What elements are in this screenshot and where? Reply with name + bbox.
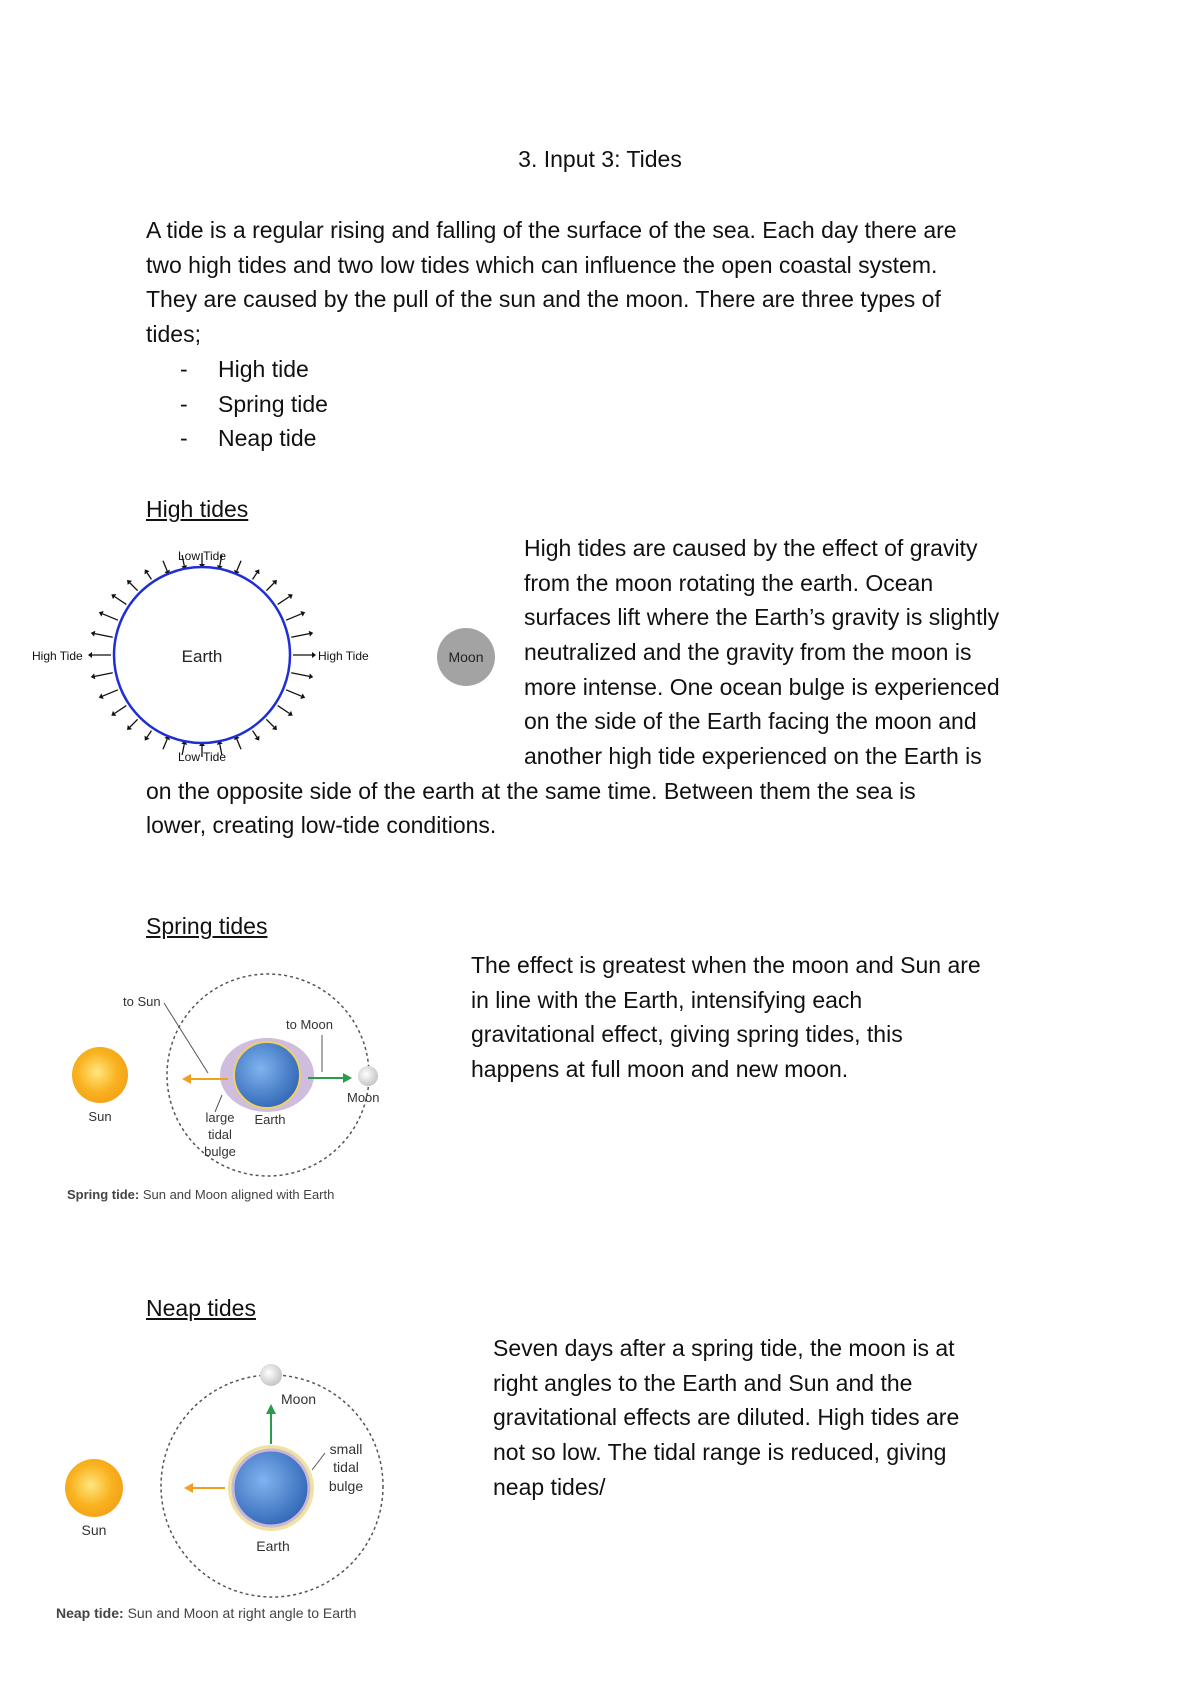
sun-icon (65, 1459, 123, 1517)
tide-arrow-head (309, 673, 314, 679)
tide-arrow-head (312, 652, 316, 658)
to-sun-leader (164, 1003, 208, 1073)
high-line-8: on the opposite side of the earth at the same time. Between them the sea is (146, 778, 916, 804)
neap-line-2: right angles to the Earth and Sun and the (493, 1370, 913, 1396)
moon-label: Moon (448, 649, 484, 665)
high-tides-heading: High tides (146, 496, 249, 522)
bulge-label-3: bulge (204, 1144, 236, 1159)
tide-arrow-head (88, 652, 92, 658)
high-line-2: from the moon rotating the earth. Ocean (524, 570, 934, 596)
tide-arrow-head (91, 631, 96, 637)
spring-tides-heading: Spring tides (146, 913, 268, 939)
tide-arrow-shaft (291, 634, 309, 638)
tide-arrow-shaft (291, 673, 309, 677)
tide-arrow-shaft (237, 739, 241, 749)
tide-arrow-shaft (115, 597, 127, 605)
neap-line-3: gravitational effects are diluted. High tides are (493, 1404, 960, 1430)
intro-line-3: They are caused by the pull of the sun and the moon. There are three types of (146, 286, 941, 312)
bulge-label-1: small (329, 1441, 363, 1457)
tide-arrow-shaft (163, 739, 167, 749)
neap-tides-heading: Neap tides (146, 1295, 256, 1321)
tide-arrow-shaft (95, 673, 113, 677)
arrow-to-sun (184, 1483, 193, 1493)
low-tide-top-label: Low Tide (177, 549, 227, 563)
moon-icon (358, 1066, 378, 1086)
bulge-label-1: large (205, 1110, 235, 1125)
tide-arrow-shaft (253, 573, 257, 580)
high-line-6: on the side of the Earth facing the moon and (524, 708, 977, 734)
tide-arrow-shaft (147, 731, 151, 738)
tide-arrow-shaft (266, 719, 274, 727)
sun-label: Sun (81, 1522, 107, 1538)
neap-line-5: neap tides/ (493, 1474, 606, 1500)
tide-arrow-shaft (286, 690, 301, 696)
spring-tide-diagram (60, 968, 390, 1208)
page-title: 3. Input 3: Tides (518, 146, 682, 172)
tide-arrow-shaft (237, 561, 241, 571)
high-tide-right-label: High Tide (318, 649, 369, 663)
bulge-label-2: tidal (208, 1127, 232, 1142)
neap-tide-diagram (50, 1358, 410, 1628)
tide-arrow-shaft (130, 583, 138, 591)
tide-arrow-shaft (103, 690, 118, 696)
high-line-9: lower, creating low-tide conditions. (146, 812, 497, 838)
earth-icon (233, 1450, 309, 1526)
tide-arrow-shaft (103, 614, 118, 620)
intro-line-4: tides; (146, 321, 201, 347)
bulge-label-3: bulge (328, 1478, 364, 1494)
high-tide-diagram (28, 548, 508, 773)
earth-label: Earth (254, 1112, 286, 1127)
sun-icon (72, 1047, 128, 1103)
tide-arrow-shaft (115, 706, 127, 714)
tide-arrow-shaft (286, 614, 301, 620)
tide-arrow-shaft (278, 706, 290, 714)
arrow-to-sun (182, 1074, 191, 1084)
tide-arrow-shaft (266, 583, 274, 591)
arrow-to-moon (266, 1404, 276, 1414)
high-line-4: neutralized and the gravity from the moon is (524, 639, 972, 665)
earth-label: Earth (181, 647, 223, 666)
list-item: - Spring tide (180, 390, 328, 417)
neap-caption: Neap tide: Sun and Moon at right angle to Earth (56, 1605, 357, 1621)
tide-types-list (180, 352, 328, 456)
list-item: - Neap tide (180, 425, 317, 451)
neap-line-4: not so low. The tidal range is reduced, giving (493, 1439, 947, 1465)
earth-icon (234, 1042, 300, 1108)
spring-caption: Spring tide: Sun and Moon aligned with Earth (67, 1187, 335, 1202)
high-line-1: High tides are caused by the effect of gravity (524, 535, 978, 561)
bulge-leader (312, 1453, 325, 1470)
tide-arrow-shaft (147, 573, 151, 580)
sun-label: Sun (88, 1109, 112, 1124)
moon-label: Moon (347, 1090, 380, 1105)
moon-label: Moon (281, 1391, 317, 1407)
tide-arrow-head (91, 673, 96, 679)
intro-line-2: two high tides and two low tides which can influence the open coastal system. (146, 252, 938, 278)
earth-label: Earth (256, 1538, 290, 1554)
list-item: - High tide (180, 356, 309, 382)
spring-line-2: in line with the Earth, intensifying each (471, 987, 863, 1013)
moon-icon (260, 1364, 282, 1386)
neap-line-1: Seven days after a spring tide, the moon is at (493, 1335, 955, 1361)
spring-line-4: happens at full moon and new moon. (471, 1056, 849, 1082)
tide-arrow-shaft (253, 731, 257, 738)
tide-arrow-shaft (278, 597, 290, 605)
tide-arrow-shaft (163, 561, 167, 571)
high-line-7: another high tide experienced on the Earth is (524, 743, 982, 769)
to-sun-label: to Sun (123, 994, 161, 1009)
high-line-3: surfaces lift where the Earth’s gravity is slightly (524, 604, 1000, 630)
high-line-5: more intense. One ocean bulge is experienced (524, 674, 1000, 700)
spring-line-1: The effect is greatest when the moon and Sun are (471, 952, 981, 978)
high-tide-left-label: High Tide (32, 649, 83, 663)
tide-arrow-head (309, 631, 314, 637)
arrow-to-moon (343, 1073, 352, 1083)
low-tide-bottom-label: Low Tide (177, 750, 227, 764)
intro-line-1: A tide is a regular rising and falling of the surface of the sea. Each day there are (146, 217, 957, 243)
bulge-label-2: tidal (333, 1459, 359, 1475)
to-moon-label: to Moon (286, 1017, 333, 1032)
tide-arrow-shaft (130, 719, 138, 727)
spring-line-3: gravitational effect, giving spring tides, this (471, 1021, 903, 1047)
tide-arrow-shaft (95, 634, 113, 638)
